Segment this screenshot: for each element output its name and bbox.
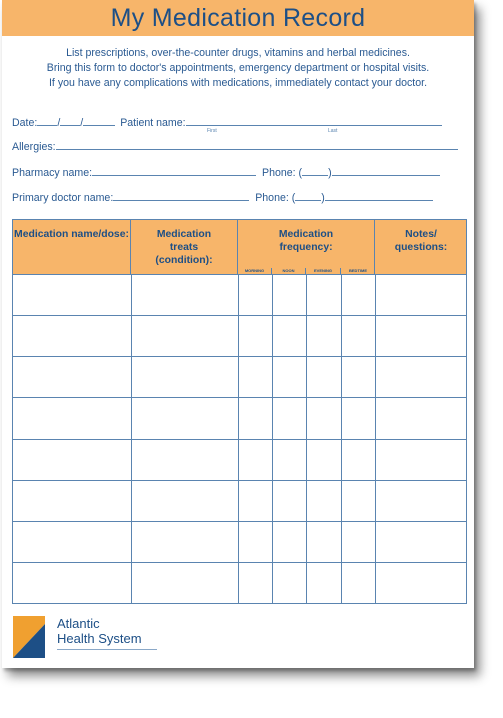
frequency-morning-label: MORNING [238,268,272,274]
table-row-divider [13,356,466,357]
organization-name-line: Atlantic [57,616,100,631]
date-day-field[interactable] [60,115,80,126]
table-row-divider [13,562,466,563]
date-separator: / [57,117,61,129]
patient-name-field[interactable] [186,115,442,126]
medication-table [12,219,467,604]
frequency-bedtime-label: BEDTIME [349,268,367,273]
allergies-field[interactable] [56,139,458,150]
pharmacy-phone-label: Phone: ( [262,167,303,179]
atlantic-health-logo-icon [13,616,45,658]
frequency-evening-label: EVENING [306,268,341,274]
first-name-caption: First [207,128,217,134]
frequency-noon-label: NOON [272,268,306,274]
date-patient-row [12,115,442,129]
organization-name-line: Health System [57,631,142,646]
table-row-divider [13,480,466,481]
doctor-phone-label: Phone: ( [255,192,296,204]
allergies-row [12,139,458,153]
table-row-divider [13,521,466,522]
table-row-divider [13,439,466,440]
header-medication-name: Medication name/dose: [13,220,131,274]
instructions [2,46,474,91]
date-month-field[interactable] [37,115,57,126]
logo-underline [57,649,157,650]
pharmacy-area-code-field[interactable] [302,165,328,176]
doctor-area-code-field[interactable] [295,190,321,201]
pharmacy-phone-field[interactable] [332,165,440,176]
table-header [13,220,466,275]
date-separator: / [80,117,84,129]
table-column-divider [238,274,239,603]
patient-name-label: Patient name: [120,117,186,129]
table-row-divider [13,397,466,398]
pharmacy-row [12,165,440,179]
doctor-name-field[interactable] [113,190,249,201]
table-column-divider [306,274,307,603]
instruction-line: Bring this form to doctor's appointments, emergency department or hospital visits. [46,62,430,74]
pharmacy-name-field[interactable] [92,165,256,176]
doctor-phone-field[interactable] [325,190,433,201]
header-treats: Medication treats (condition): [131,220,238,274]
title-bar [2,0,474,36]
doctor-row [12,190,433,204]
header-frequency: Medication frequency: MORNING NOON EVENING BEDTIME [238,220,375,274]
pharmacy-name-label: Pharmacy name: [12,167,93,179]
phone-close-paren: ) [321,192,325,204]
organization-name [57,616,142,646]
table-column-divider [341,274,342,603]
medication-record-sheet [2,0,474,668]
last-name-caption: Last [328,128,338,134]
phone-close-paren: ) [328,167,332,179]
instruction-line: If you have any complications with medications, immediately contact your doctor. [48,77,428,89]
table-column-divider [272,274,273,603]
table-column-divider [131,274,132,603]
date-label: Date: [12,117,38,129]
header-notes: Notes/ questions: [394,229,448,253]
table-column-divider [375,274,376,603]
allergies-label: Allergies: [12,141,56,153]
table-row-divider [13,315,466,316]
instruction-line: List prescriptions, over-the-counter drugs, vitamins and herbal medicines. [66,47,410,59]
doctor-name-label: Primary doctor name: [12,192,114,204]
page-title: My Medication Record [110,3,366,32]
date-year-field[interactable] [83,115,115,126]
